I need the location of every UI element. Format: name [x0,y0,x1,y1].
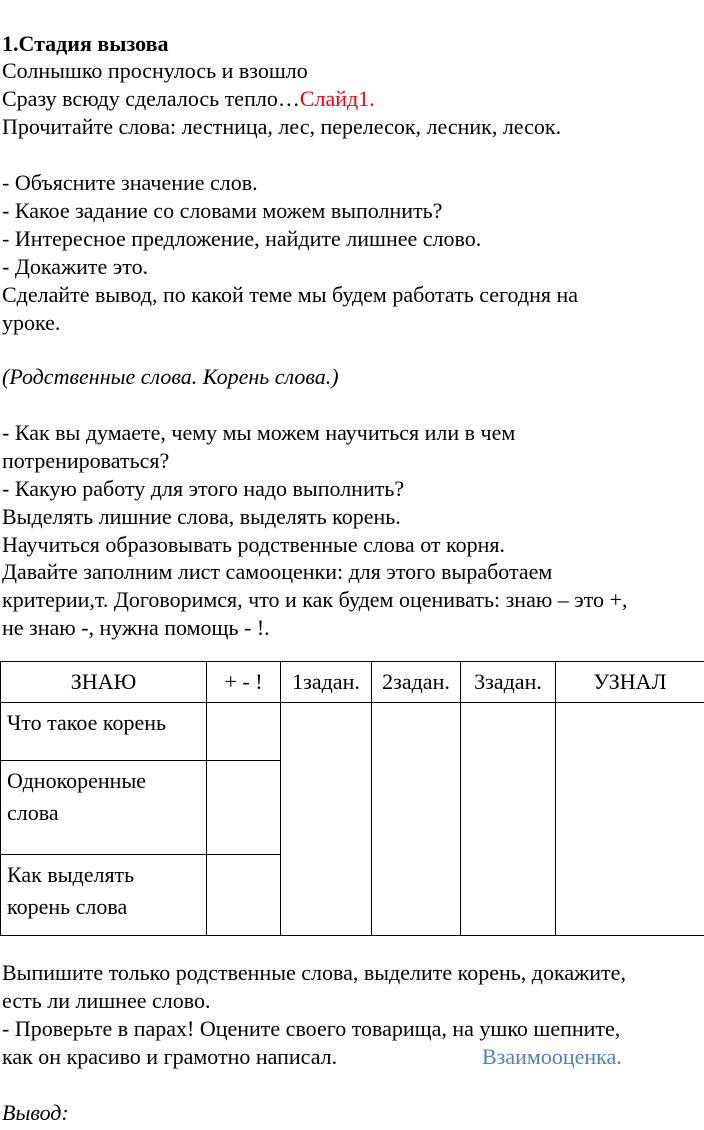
row-2-mark-cell [207,761,281,855]
poem-line-1: Солнышко проснулось и взошло [2,58,308,83]
header-task-3: 3задан. [461,662,556,703]
answer-2: Научиться образовывать родственные слова от корня. [2,532,505,557]
row-3-line-1: Как выделять [7,862,135,887]
row-1-line-1: Что такое корень [7,710,167,735]
self-assessment-intro-line-1: Давайте заполним лист самооценки: для этого выработаем [2,559,553,584]
final-conclusion-label: Вывод: [2,1100,69,1125]
header-uznal: УЗНАЛ [556,662,704,703]
section-heading: 1.Стадия вызова [2,31,169,56]
answer-1: Выделять лишние слова, выделять корень. [2,504,401,529]
row-1-mark-cell [207,703,281,761]
header-znayu: ЗНАЮ [1,662,207,703]
row-label-3 [1,855,207,936]
question-2: - Какое задание со словами можем выполнить? [2,198,443,223]
task-line-1: Выпишите только родственные слова, выделите корень, докажите, [2,960,626,985]
row-2-line-1: Однокоренные [7,768,146,793]
peer-review-label: Взаимооценка. [482,1044,622,1069]
task-line-2: есть ли лишнее слово. [2,988,211,1013]
row-3-line-2: корень слова [7,894,128,919]
conclusion-prompt-line-1: Сделайте вывод, по какой теме мы будем работать сегодня на [2,282,579,307]
task-1-cell [281,703,372,936]
poem-line-2-text: Сразу всюду сделалось тепло… [2,86,300,111]
self-assessment-intro-line-2: критерии,т. Договоримся, что и как будем оценивать: знаю – это +, [2,587,628,612]
row-label-1 [1,703,207,761]
header-marks: + - ! [207,662,281,703]
row-label-2 [1,761,207,855]
slide-reference: Слайд1. [299,86,375,111]
self-assessment-intro-line-3: не знаю -, нужна помощь - !. [2,615,270,640]
conclusion-prompt-line-2: уроке. [2,310,61,335]
poem-line-2 [2,86,375,112]
goal-question-line-1: - Как вы думаете, чему мы можем научиться или в чем [2,420,516,445]
table-header-row [1,662,704,703]
learned-cell [556,703,704,936]
row-2-line-2: слова [7,800,59,825]
read-words-instruction: Прочитайте слова: лестница, лес, перелесок, лесник, лесок. [2,114,562,139]
task-2-cell [372,703,461,936]
question-4: - Докажите это. [2,254,149,279]
question-3: - Интересное предложение, найдите лишнее слово. [2,226,482,251]
goal-question-line-2: потренироваться? [2,448,170,473]
task-3-cell [461,703,556,936]
row-3-mark-cell [207,855,281,936]
task-line-4: как он красиво и грамотно написал. [2,1044,338,1069]
question-1: - Объясните значение слов. [2,170,258,195]
lesson-topic: (Родственные слова. Корень слова.) [2,364,339,389]
task-line-3: - Проверьте в парах! Оцените своего товарища, на ушко шепните, [2,1016,621,1041]
table-row [1,703,704,761]
work-question: - Какую работу для этого надо выполнить? [2,476,405,501]
header-task-1: 1задан. [281,662,372,703]
self-assessment-table [0,661,704,936]
header-task-2: 2задан. [372,662,461,703]
